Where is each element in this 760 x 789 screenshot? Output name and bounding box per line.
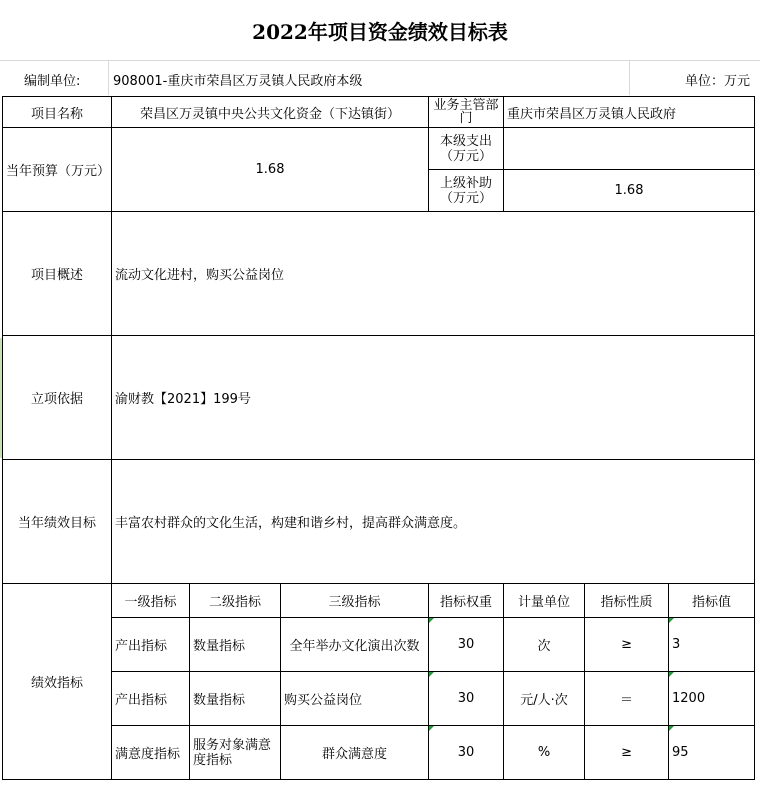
page-title: 2022年项目资金绩效目标表 <box>0 0 760 61</box>
org-value[interactable]: 908001-重庆市荣昌区万灵镇人民政府本级 <box>113 74 363 89</box>
row3-l3[interactable]: 群众满意度 <box>281 726 429 780</box>
project-name-label: 项目名称 <box>3 97 112 128</box>
dept-label: 业务主管部门 <box>429 97 504 128</box>
meta-row <box>0 61 760 95</box>
basis-label: 立项依据 <box>3 336 112 460</box>
header-l2: 二级指标 <box>190 584 281 618</box>
overview-value[interactable]: 流动文化进村，购买公益岗位 <box>112 212 755 336</box>
basis-value[interactable]: 渝财教【2021】199号 <box>112 336 755 460</box>
header-l3: 三级指标 <box>281 584 429 618</box>
row2-unit[interactable]: 元/人·次 <box>504 672 585 726</box>
subsidy-value[interactable]: 1.68 <box>504 170 755 212</box>
row3-nature[interactable]: ≥ <box>585 726 669 780</box>
indicators-label: 绩效指标 <box>3 584 112 780</box>
row1-l1[interactable]: 产出指标 <box>112 618 190 672</box>
budget-label: 当年预算（万元） <box>3 128 112 212</box>
budget-value[interactable]: 1.68 <box>112 128 429 212</box>
row2-l1[interactable]: 产出指标 <box>112 672 190 726</box>
dept-value[interactable]: 重庆市荣昌区万灵镇人民政府 <box>504 97 755 128</box>
goal-label: 当年绩效目标 <box>3 460 112 584</box>
overview-label: 项目概述 <box>3 212 112 336</box>
org-label: 编制单位: <box>24 74 81 89</box>
divider <box>629 61 630 95</box>
row2-weight[interactable]: 30 <box>429 672 504 726</box>
header-nature: 指标性质 <box>585 584 669 618</box>
row3-l2[interactable]: 服务对象满意度指标 <box>190 726 281 780</box>
local-expense-label: 本级支出（万元） <box>429 128 504 170</box>
header-unit: 计量单位 <box>504 584 585 618</box>
row1-value[interactable]: 3 <box>669 618 755 672</box>
divider <box>108 61 109 95</box>
currency-unit: 单位：万元 <box>684 74 750 89</box>
row2-l3[interactable]: 购买公益岗位 <box>281 672 429 726</box>
row2-nature[interactable]: ＝ <box>585 672 669 726</box>
goal-value[interactable]: 丰富农村群众的文化生活，构建和谐乡村，提高群众满意度。 <box>112 460 755 584</box>
row2-value[interactable]: 1200 <box>669 672 755 726</box>
project-name-value[interactable]: 荣昌区万灵镇中央公共文化资金（下达镇街） <box>112 97 429 128</box>
row1-nature[interactable]: ≥ <box>585 618 669 672</box>
header-l1: 一级指标 <box>112 584 190 618</box>
header-value: 指标值 <box>669 584 755 618</box>
row3-l1[interactable]: 满意度指标 <box>112 726 190 780</box>
row2-l2[interactable]: 数量指标 <box>190 672 281 726</box>
local-expense-value[interactable] <box>504 128 755 170</box>
row1-l2[interactable]: 数量指标 <box>190 618 281 672</box>
row1-unit[interactable]: 次 <box>504 618 585 672</box>
row1-l3[interactable]: 全年举办文化演出次数 <box>281 618 429 672</box>
row3-weight[interactable]: 30 <box>429 726 504 780</box>
performance-table <box>2 96 755 780</box>
row1-weight[interactable]: 30 <box>429 618 504 672</box>
row3-value[interactable]: 95 <box>669 726 755 780</box>
subsidy-label: 上级补助（万元） <box>429 170 504 212</box>
row3-unit[interactable]: % <box>504 726 585 780</box>
header-weight: 指标权重 <box>429 584 504 618</box>
